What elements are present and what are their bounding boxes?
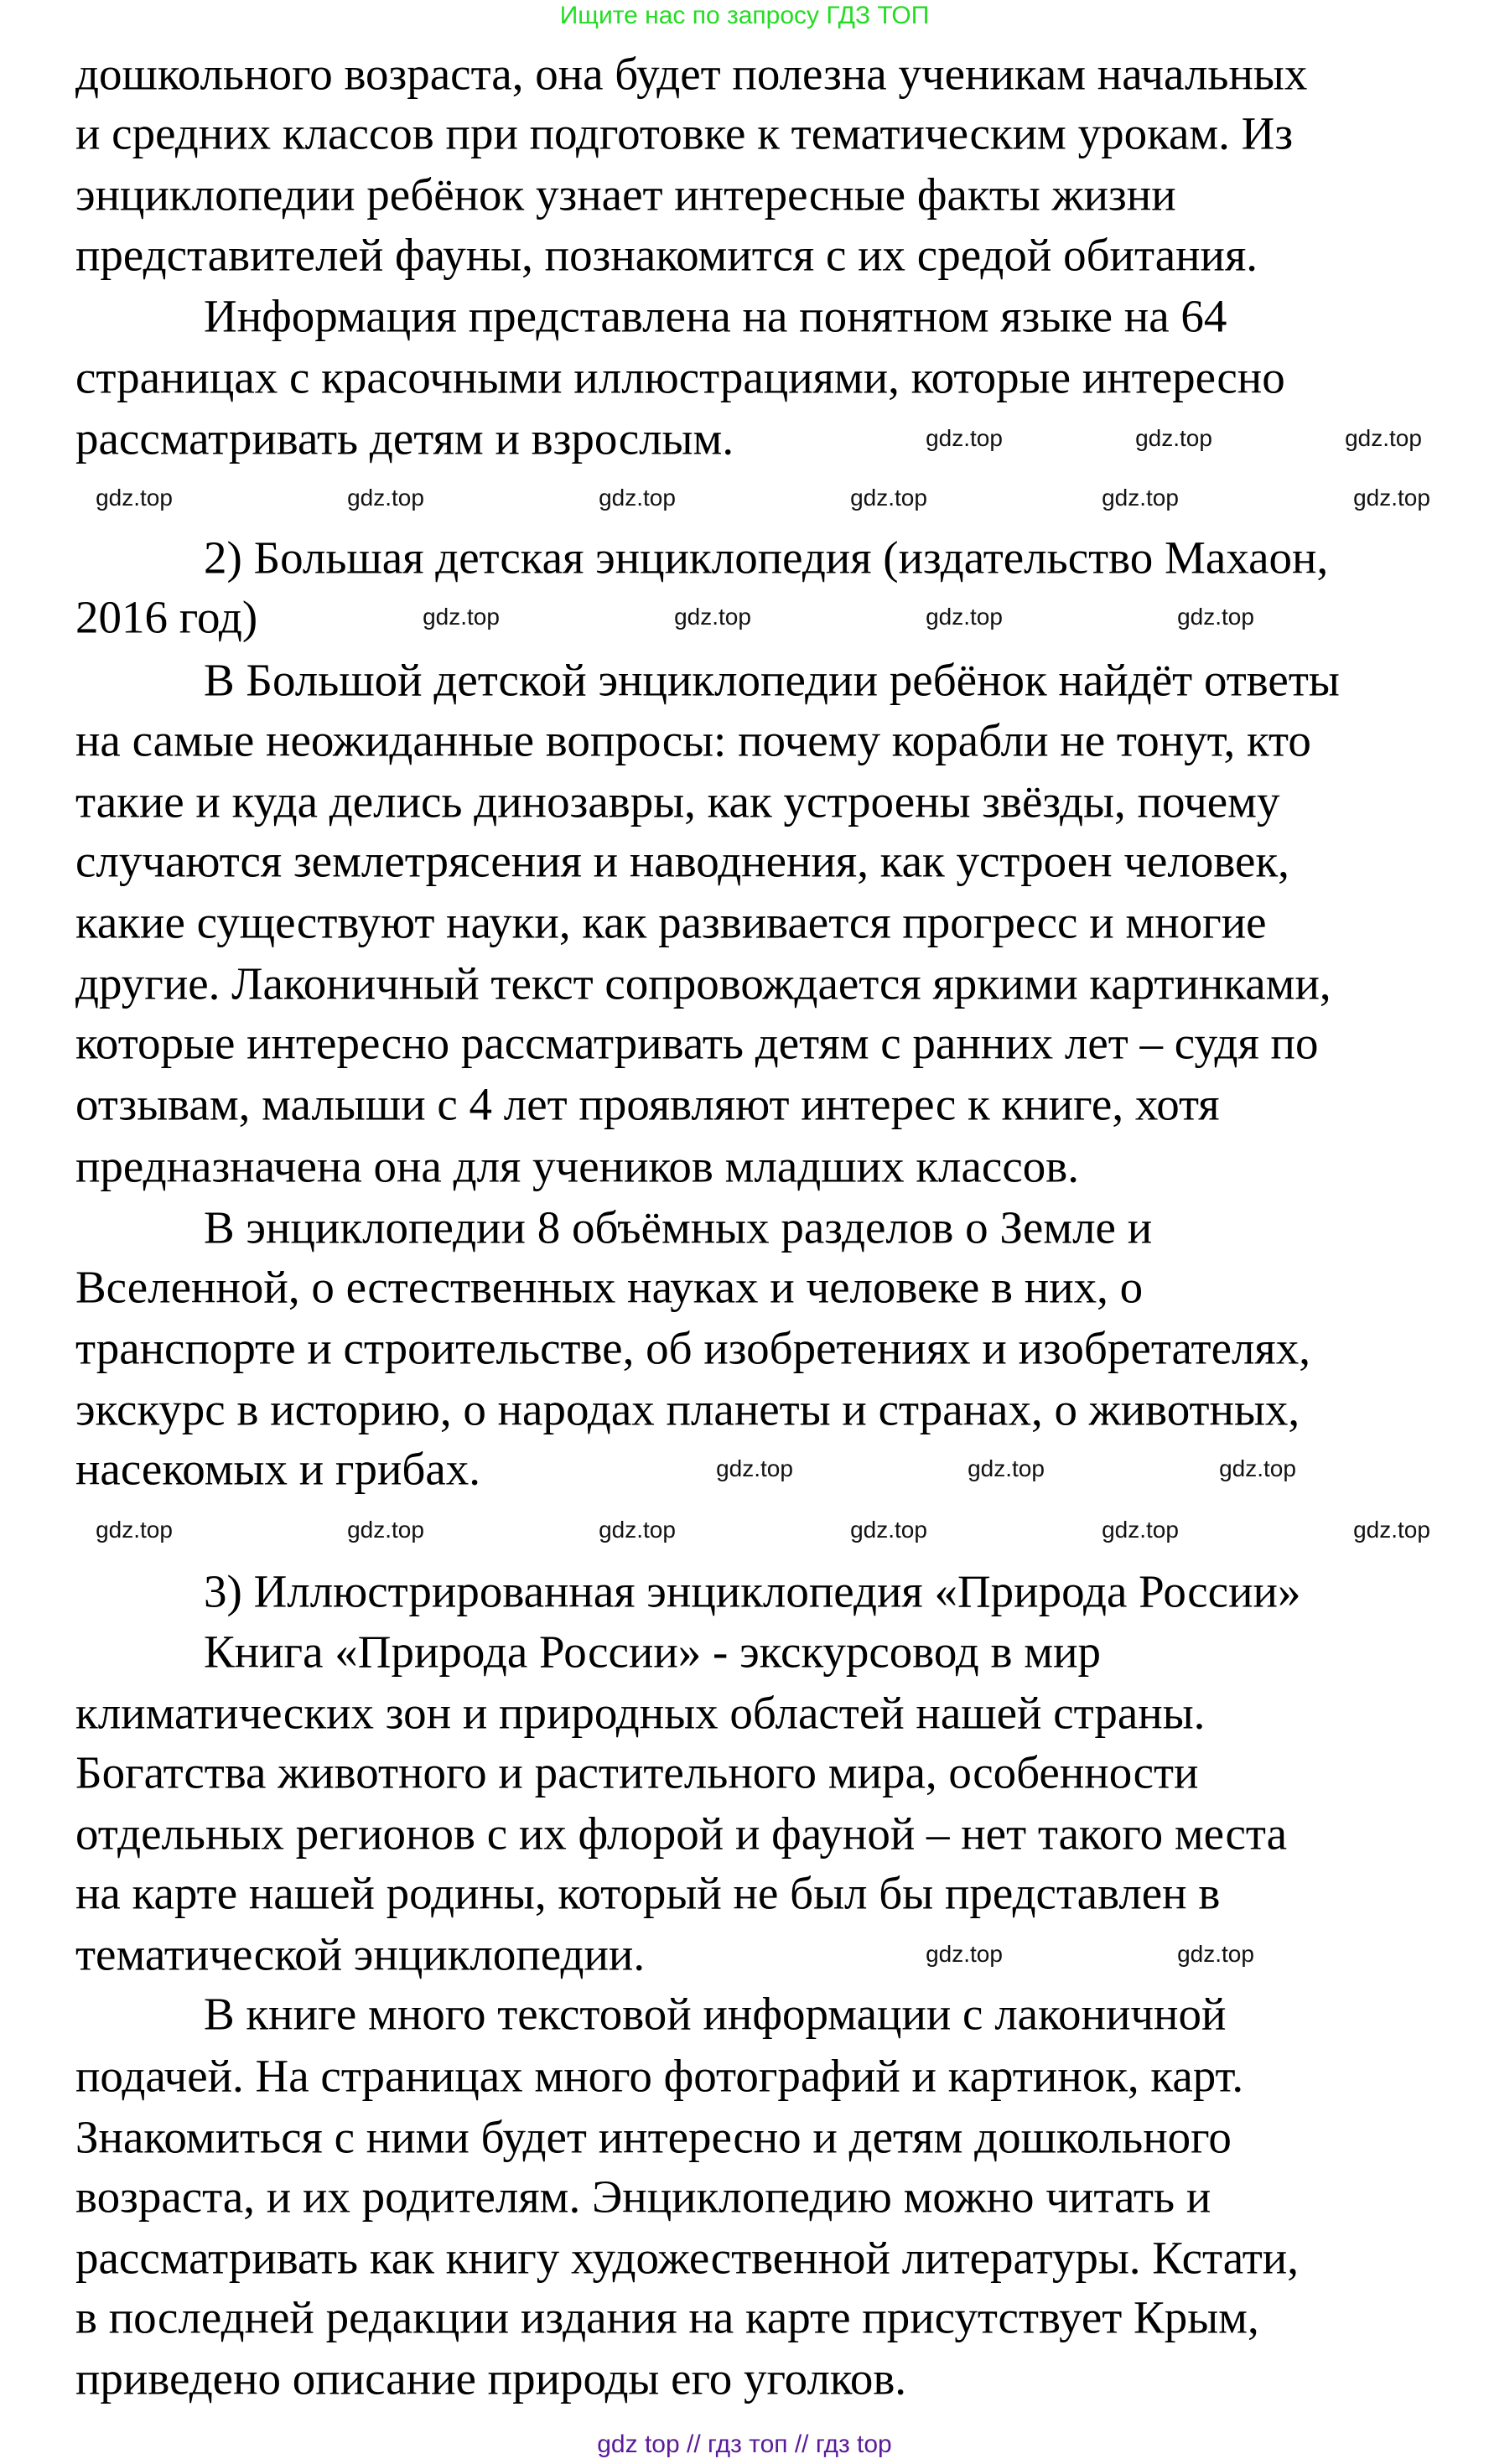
watermark: gdz.top <box>96 1517 173 1543</box>
watermark: gdz.top <box>96 485 173 511</box>
watermark: gdz.top <box>1345 425 1422 451</box>
text-line: какие существуют науки, как развивается прогресс и многие <box>75 896 1267 948</box>
watermark: gdz.top <box>1219 1455 1296 1481</box>
watermark: gdz.top <box>1102 1517 1179 1543</box>
footer-links[interactable]: gdz top // гдз топ // гдз top <box>597 2430 892 2458</box>
text-line: тематической энциклопедии. <box>75 1928 646 1980</box>
watermark: gdz.top <box>926 604 1003 630</box>
watermark: gdz.top <box>1102 485 1179 511</box>
watermark: gdz.top <box>1353 1517 1430 1543</box>
text-line: другие. Лаконичный текст сопровождается яркими картинками, <box>75 957 1331 1009</box>
watermark: gdz.top <box>599 1517 676 1543</box>
text-line: рассматривать как книгу художественной литературы. Кстати, <box>75 2232 1299 2284</box>
text-line: случаются землетрясения и наводнения, как устроен человек, <box>75 835 1289 887</box>
watermark: gdz.top <box>1177 1941 1254 1967</box>
watermark: gdz.top <box>850 1517 927 1543</box>
watermark: gdz.top <box>599 485 676 511</box>
watermark: gdz.top <box>1353 485 1430 511</box>
search-banner[interactable]: Ищите нас по запросу ГДЗ ТОП <box>559 2 930 29</box>
text-line: 2) Большая детская энциклопедия (издательство Махаон, <box>204 532 1329 584</box>
text-line: предназначена она для учеников младших классов. <box>75 1140 1079 1192</box>
text-line: Богатства животного и растительного мира, особенности <box>75 1746 1199 1798</box>
text-line: Вселенной, о естественных науках и человеке в них, о <box>75 1261 1144 1313</box>
text-line: приведено описание природы его уголков. <box>75 2352 907 2404</box>
text-line: Информация представлена на понятном языке на 64 <box>204 290 1227 342</box>
text-line: энциклопедии ребёнок узнает интересные факты жизни <box>75 169 1176 220</box>
text-line: отдельных регионов с их флорой и фауной – нет такого места <box>75 1808 1287 1860</box>
watermark: gdz.top <box>347 1517 424 1543</box>
text-line: В Большой детской энциклопедии ребёнок найдёт ответы <box>204 654 1340 706</box>
text-line: В энциклопедии 8 объёмных разделов о Земле и <box>204 1201 1153 1253</box>
text-line: Книга «Природа России» - экскурсовод в мир <box>204 1626 1102 1678</box>
text-line: рассматривать детям и взрослым. <box>75 412 734 464</box>
text-line: 2016 год) <box>75 591 258 643</box>
text-line: отзывам, малыши с 4 лет проявляют интерес к книге, хотя <box>75 1078 1220 1130</box>
text-line: такие и куда делись динозавры, как устроены звёзды, почему <box>75 776 1280 827</box>
text-line: 3) Иллюстрированная энциклопедия «Природа России» <box>204 1565 1301 1617</box>
text-line: дошкольного возраста, она будет полезна ученикам начальных <box>75 48 1308 100</box>
text-line: подачей. На страницах много фотографий и картинок, карт. <box>75 2050 1244 2102</box>
text-line: и средних классов при подготовке к тематическим урокам. Из <box>75 107 1294 159</box>
text-line: которые интересно рассматривать детям с ранних лет – судя по <box>75 1017 1319 1069</box>
watermark: gdz.top <box>423 604 500 630</box>
watermark: gdz.top <box>716 1455 793 1481</box>
text-line: климатических зон и природных областей нашей страны. <box>75 1687 1206 1739</box>
text-line: В книге много текстовой информации с лаконичной <box>204 1988 1227 2040</box>
text-line: транспорте и строительстве, об изобретениях и изобретателях, <box>75 1322 1310 1374</box>
watermark: gdz.top <box>926 1941 1003 1967</box>
watermark: gdz.top <box>1135 425 1212 451</box>
watermark: gdz.top <box>926 425 1003 451</box>
watermark: gdz.top <box>347 485 424 511</box>
text-line: на самые неожиданные вопросы: почему корабли не тонут, кто <box>75 714 1311 766</box>
text-line: Знакомиться с ними будет интересно и детям дошкольного <box>75 2111 1232 2163</box>
watermark: gdz.top <box>968 1455 1045 1481</box>
watermark: gdz.top <box>850 485 927 511</box>
watermark: gdz.top <box>674 604 751 630</box>
text-line: экскурс в историю, о народах планеты и странах, о животных, <box>75 1383 1300 1435</box>
text-line: возраста, и их родителям. Энциклопедию можно читать и <box>75 2171 1211 2223</box>
text-line: представителей фауны, познакомится с их средой обитания. <box>75 229 1258 281</box>
text-line: на карте нашей родины, который не был бы представлен в <box>75 1867 1221 1919</box>
text-line: в последней редакции издания на карте присутствует Крым, <box>75 2291 1259 2343</box>
text-line: насекомых и грибах. <box>75 1443 481 1495</box>
watermark: gdz.top <box>1177 604 1254 630</box>
text-line: страницах с красочными иллюстрациями, которые интересно <box>75 351 1285 403</box>
